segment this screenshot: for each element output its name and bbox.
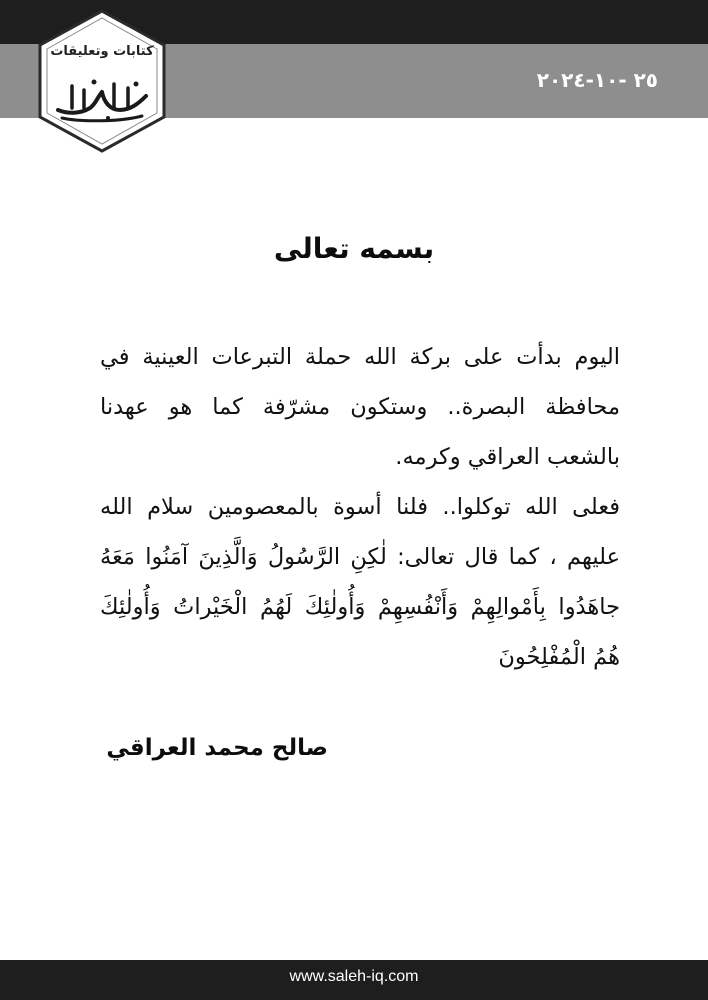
date-label: ٢٥ -١٠-٢٠٢٤ (536, 68, 658, 92)
body-paragraph-2: فعلى الله توكلوا.. فلنا أسوة بالمعصومين سلام الله عليهم ، كما قال تعالى: لٰكِنِ الرَّسُولُ وَالَّذِينَ آمَنُوا مَعَهُ جاهَدُوا بِأَمْوالِهِمْ وَأَنْفُسِهِمْ وَأُولٰئِكَ لَهُمُ الْخَيْراتُ وَأُولٰئِكَ هُمُ الْمُفْلِحُونَ (100, 494, 620, 670)
body-text (100, 332, 620, 682)
body-paragraph-1: اليوم بدأت على بركة الله حملة التبرعات العينية في محافظة البصرة.. وستكون مشرّفة كما هو عهدنا بالشعب العراقي وكرمه. (100, 344, 620, 470)
footer-url[interactable]: www.saleh-iq.com (289, 968, 419, 985)
page-title: بسمه تعالى (273, 232, 435, 265)
logo-caption: كتابات وتعليقات (50, 44, 154, 59)
signature: صالح محمد العراقي (106, 735, 328, 761)
logo-calligraphy-mark (50, 74, 154, 124)
